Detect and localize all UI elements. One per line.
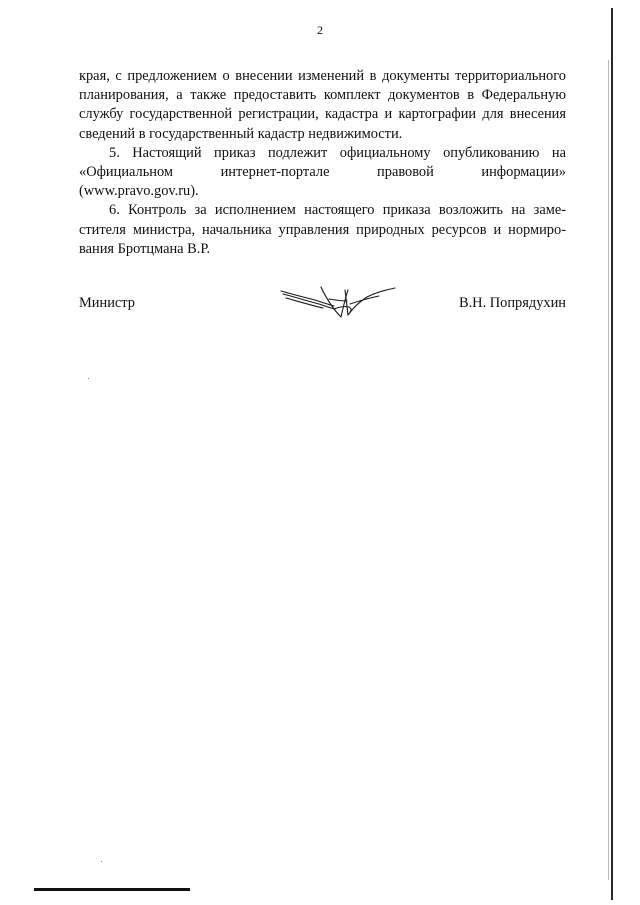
scan-edge-line <box>611 8 613 900</box>
document-body <box>79 67 566 259</box>
text-line: (www.pravo.gov.ru). <box>79 183 199 200</box>
text-line: вания Бротцмана В.Р. <box>79 240 211 257</box>
text-line: края, с предложением о внесении изменений в документы территориального <box>79 68 566 84</box>
text-line: планирования, а также предоставить комплект документов в Федеральную <box>79 87 566 104</box>
bottom-rule <box>34 888 190 891</box>
text-line: «Официальном интернет-портале правовой информации» <box>79 164 566 181</box>
handwritten-signature <box>277 284 399 324</box>
text-line: стителя министра, начальника управления природных ресурсов и нормиро- <box>79 221 566 238</box>
page-number: 2 <box>317 23 323 37</box>
paragraph-5 <box>79 144 566 202</box>
scan-edge-shadow <box>608 60 609 880</box>
text-line: 5. Настоящий приказ подлежит официальному опубликованию на <box>109 144 566 161</box>
signatory-name: В.Н. Попрядухин <box>458 295 566 311</box>
text-line: сведений в государственный кадастр недвижимости. <box>79 125 403 142</box>
paragraph-6 <box>79 201 566 259</box>
paragraph-continuation <box>79 67 566 144</box>
text-line: 6. Контроль за исполнением настоящего приказа возложить на заме- <box>109 202 566 219</box>
signature-block <box>79 288 566 338</box>
scan-speck <box>101 861 102 862</box>
text-line: службу государственной регистрации, кадастра и картографии для внесения <box>79 106 566 123</box>
scan-speck <box>88 378 89 379</box>
signatory-title: Министр <box>79 295 135 311</box>
